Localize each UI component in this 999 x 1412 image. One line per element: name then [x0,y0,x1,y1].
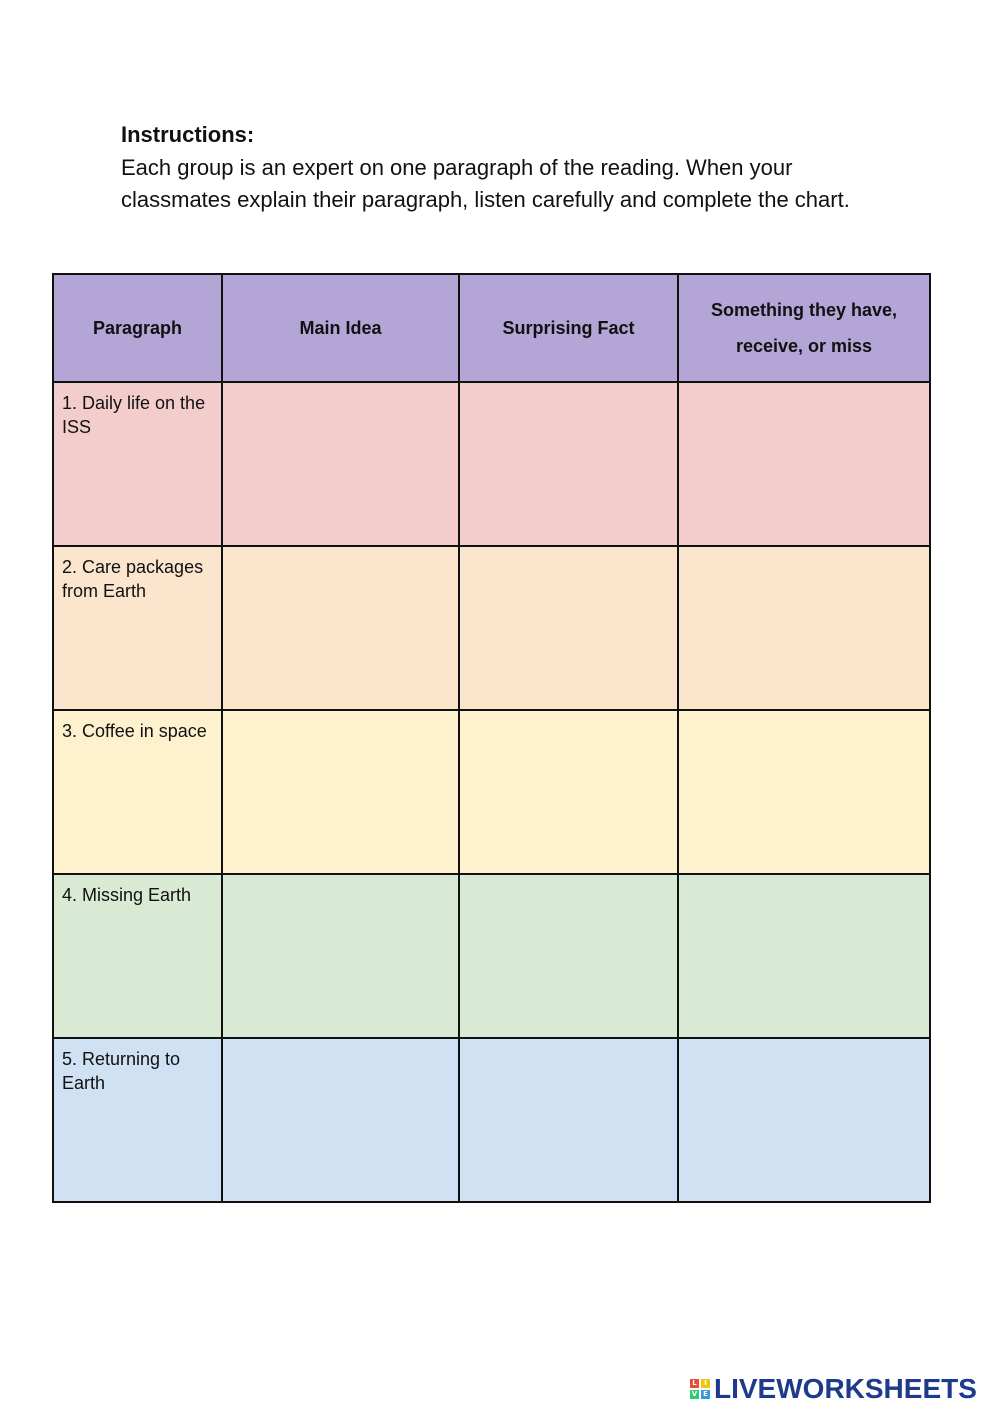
paragraph-cell: 3. Coffee in space [53,710,222,874]
paragraph-cell: 2. Care packages from Earth [53,546,222,710]
logo-wordmark: LIVEWORKSHEETS [714,1373,977,1404]
main-idea-cell[interactable] [222,874,459,1038]
surprising-fact-cell[interactable] [459,710,678,874]
logo-mark-icon [690,1379,710,1399]
main-idea-cell[interactable] [222,1038,459,1202]
table-row [53,382,930,546]
something-cell[interactable] [678,710,930,874]
instructions-block [121,120,901,216]
table-header-row [53,274,930,382]
logo-mark-letter: L [690,1379,699,1388]
logo-mark-letter: E [701,1390,710,1399]
instructions-body: Each group is an expert on one paragraph of the reading. When your classmates explain their paragraph, listen carefully and complete the chart. [121,155,850,212]
table-row [53,710,930,874]
something-cell[interactable] [678,382,930,546]
paragraph-cell: 5. Returning to Earth [53,1038,222,1202]
liveworksheets-logo [690,1374,977,1404]
logo-mark-letter: V [691,1390,698,1398]
paragraph-cell: 1. Daily life on the ISS [53,382,222,546]
main-idea-cell[interactable] [222,710,459,874]
instructions-heading: Instructions: [121,122,255,147]
expert-chart-table [52,273,931,1203]
table-row [53,874,930,1038]
surprising-fact-cell[interactable] [459,1038,678,1202]
header-surprising-fact: Surprising Fact [459,274,678,382]
header-paragraph: Paragraph [53,274,222,382]
something-cell[interactable] [678,874,930,1038]
table-row [53,1038,930,1202]
main-idea-cell[interactable] [222,546,459,710]
surprising-fact-cell[interactable] [459,874,678,1038]
surprising-fact-cell[interactable] [459,546,678,710]
header-main-idea: Main Idea [222,274,459,382]
something-cell[interactable] [678,546,930,710]
header-something [678,274,930,382]
surprising-fact-cell[interactable] [459,382,678,546]
table-row [53,546,930,710]
paragraph-cell: 4. Missing Earth [53,874,222,1038]
header-something-text: Something they have, receive, or miss [710,300,898,356]
logo-mark-letter: I [701,1379,710,1388]
something-cell[interactable] [678,1038,930,1202]
main-idea-cell[interactable] [222,382,459,546]
